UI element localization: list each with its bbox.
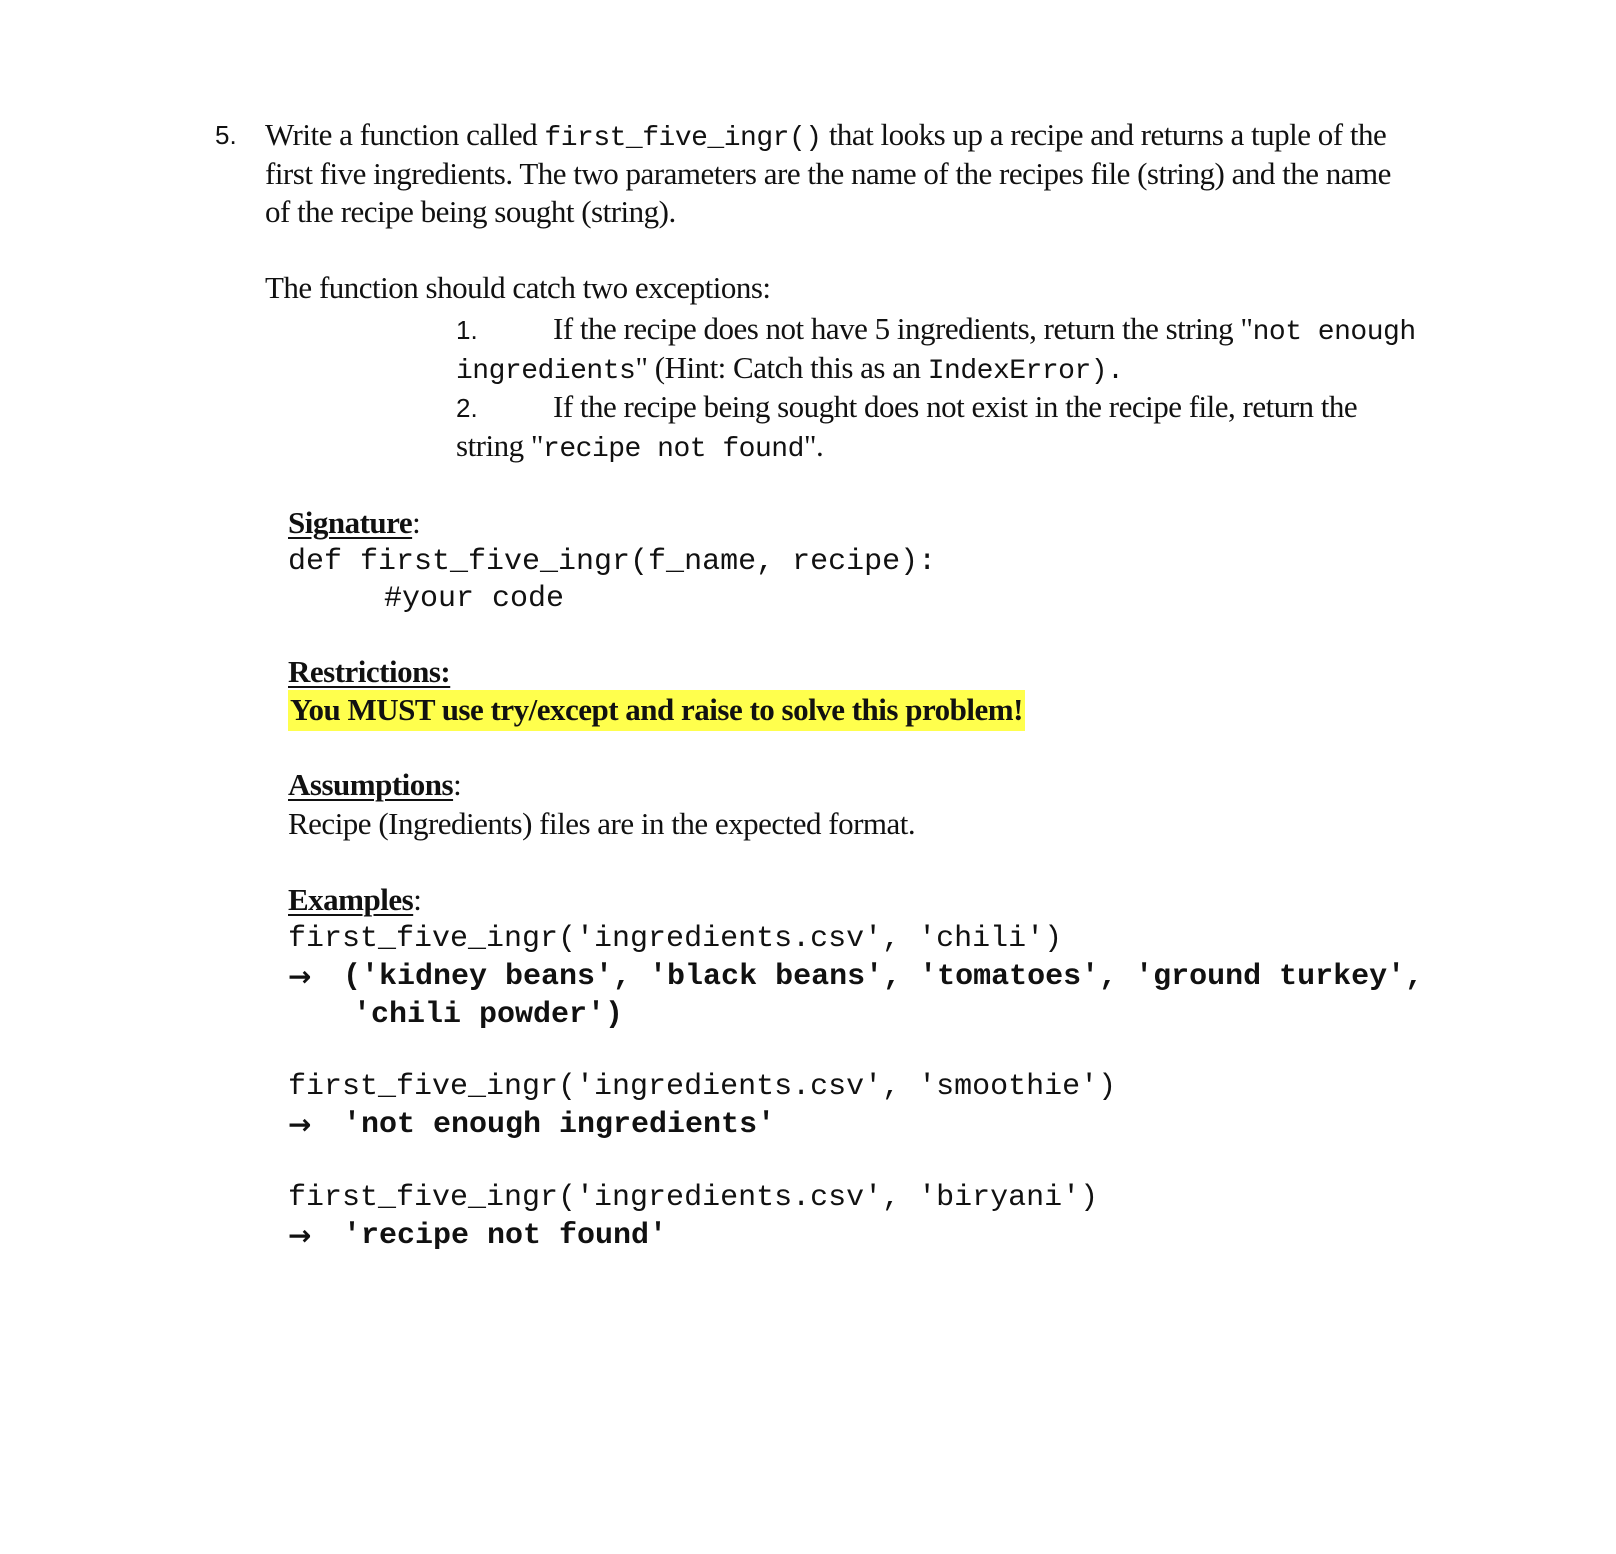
exception-2-number: 2. [456, 393, 478, 423]
assumptions-heading [288, 767, 461, 803]
restrictions-highlight: You MUST use try/except and raise to solve this problem! [288, 690, 1025, 731]
restrictions-text [288, 692, 1025, 728]
exception-1-number: 1. [456, 315, 478, 345]
signature-colon: : [412, 505, 421, 540]
exception-text: ". [803, 428, 824, 463]
example-1-result-line-2: 'chili powder') [353, 998, 624, 1032]
assumptions-colon: : [453, 767, 462, 802]
exception-code: not enough [1252, 317, 1416, 348]
exception-2-line-1: If the recipe being sought does not exist in the recipe file, return the [553, 389, 1358, 424]
example-2-call: first_five_ingr('ingredients.csv', 'smoothie') [288, 1070, 1117, 1104]
examples-colon: : [413, 882, 422, 917]
question-number: 5. [215, 120, 237, 150]
question-intro-line-3: of the recipe being sought (string). [265, 194, 676, 229]
question-intro-line-2: first five ingredients. The two parameters are the name of the recipes file (string) and the name [265, 156, 1391, 191]
example-2-result: 'not enough ingredients' [343, 1108, 776, 1142]
exception-text: string " [456, 428, 544, 463]
exception-code: IndexError [927, 356, 1091, 387]
intro-text: that looks up a recipe and returns a tuple of the [821, 117, 1387, 152]
signature-code-line-1: def first_five_ingr(f_name, recipe): [288, 545, 937, 579]
arrow-right-icon: → [288, 1219, 312, 1252]
example-3-result: 'recipe not found' [343, 1219, 668, 1253]
exception-text: If the recipe does not have 5 ingredients, return the string " [553, 311, 1253, 346]
examples-label: Examples [288, 882, 414, 917]
assumptions-label: Assumptions [288, 767, 454, 802]
exceptions-intro: The function should catch two exceptions: [265, 270, 771, 305]
intro-text: Write a function called [265, 117, 545, 152]
assumptions-text: Recipe (Ingredients) files are in the expected format. [288, 806, 916, 841]
examples-heading [288, 882, 421, 918]
example-1-result-line-1: ('kidney beans', 'black beans', 'tomatoes', 'ground turkey', [343, 960, 1424, 994]
exception-code: ingredients [456, 356, 636, 387]
arrow-right-icon: → [288, 960, 312, 993]
function-name-code: first_five_ingr() [544, 123, 822, 154]
arrow-right-icon: → [288, 1108, 312, 1141]
exception-2-line-2 [456, 428, 823, 465]
exception-text: " (Hint: Catch this as an [635, 350, 928, 385]
restrictions-heading: Restrictions: [288, 654, 451, 689]
exception-code: recipe not found [543, 434, 804, 465]
example-3-call: first_five_ingr('ingredients.csv', 'biryani') [288, 1181, 1099, 1215]
example-1-call: first_five_ingr('ingredients.csv', 'chili') [288, 922, 1063, 956]
question-intro-line-1 [265, 117, 1386, 154]
exception-1-line-2 [456, 350, 1123, 387]
signature-label: Signature [288, 505, 413, 540]
signature-code-line-2: #your code [384, 582, 565, 616]
exception-1-line-1 [553, 311, 1416, 348]
exception-text: ). [1090, 356, 1124, 387]
signature-heading [288, 505, 420, 541]
